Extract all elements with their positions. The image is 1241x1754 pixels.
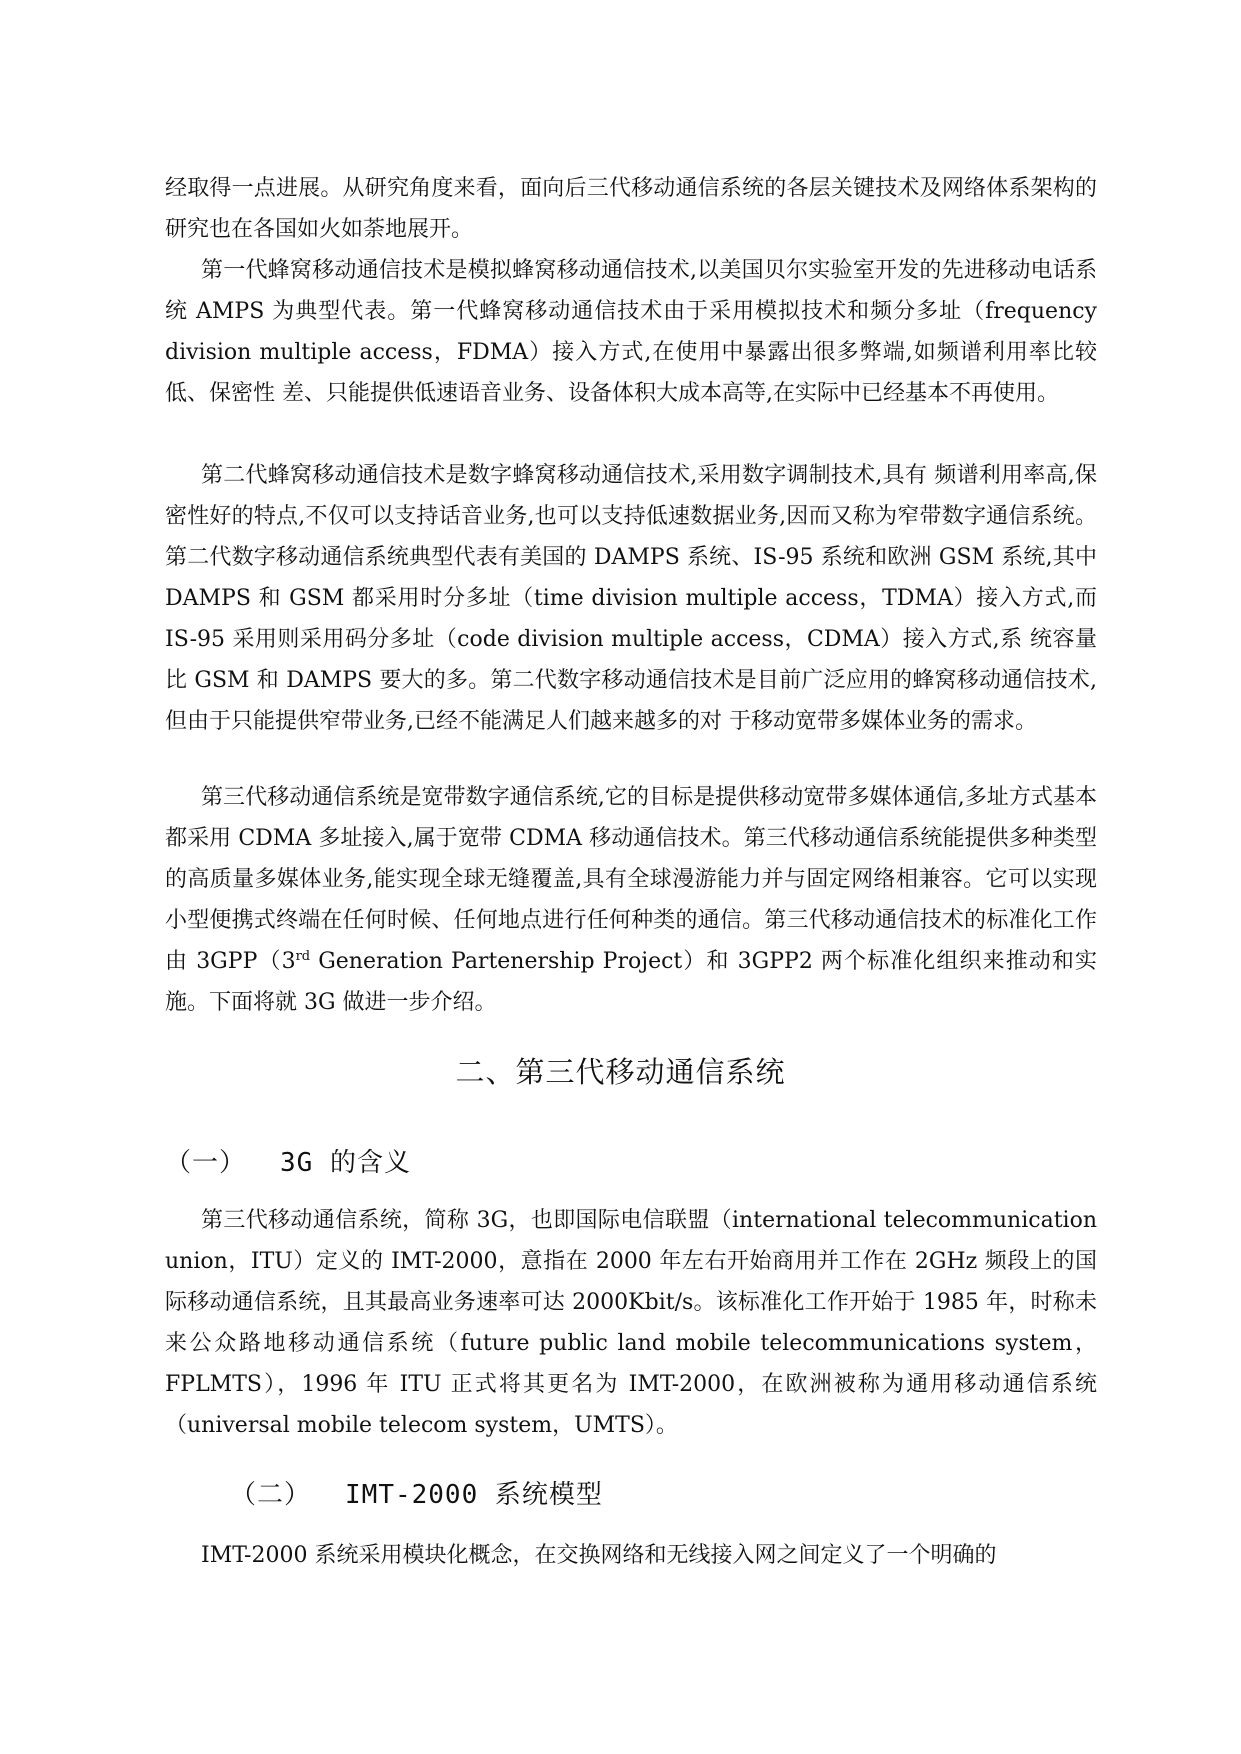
paragraph-text: IMT-2000 系统采用模块化概念，在交换网络和无线接入网之间定义了一个明确的 <box>201 1543 997 1568</box>
section-heading-third-generation: 二、第三代移动通信系统 <box>455 1055 786 1089</box>
paragraph-imt2000-model <box>165 1535 1097 1576</box>
subsection-number: （二） <box>230 1480 312 1510</box>
subsection-title: 3G 的含义 <box>280 1148 411 1178</box>
subsection-heading-3g-meaning <box>165 1142 411 1179</box>
text-segment: 第三代移动通信系统是宽带数字通信系统,它的目标是提供移动宽带多媒体通信,多址方式基本都采用 CDMA 多址接入,属于宽带 CDMA 移动通信技术。第三代移动通信系统能提供多种类型的高质量多媒体业务,能实现全球无缝覆盖,具有全球漫游能力并与固定网络相兼容。它可以实现小型便携式终端在任何时候、任何地点进行任何种类的通信。第三代移动通信技术的标准化工作由 3GPP（3 <box>165 785 1097 974</box>
paragraph-text: 第三代移动通信系统，简称 3G，也即国际电信联盟（international telecommunication union，ITU）定义的 IMT-2000，意指在 2000 年左右开始商用并工作在 2GHz 频段上的国际移动通信系统，且其最高业务速率可达 2000Kbit/s。该标准化工作开始于 1985 年，时称未来公众路地移动通信系统（future public land mobile telecommunications system，FPLMTS），1996 年 ITU 正式将其更名为 IMT-2000，在欧洲被称为通用移动通信系统（universal mobile telecom system，UMTS）。 <box>165 1208 1097 1438</box>
subsection-title: IMT-2000 系统模型 <box>345 1480 603 1510</box>
paragraph-3g-meaning <box>165 1200 1097 1446</box>
paragraph-first-generation <box>165 250 1097 414</box>
paragraph-text: 第二代蜂窝移动通信技术是数字蜂窝移动通信技术,采用数字调制技术,具有 频谱利用率高,保密性好的特点,不仅可以支持话音业务,也可以支持低速数据业务,因而又称为窄带数字通信系统。第二代数字移动通信系统典型代表有美国的 DAMPS 系统、IS-95 系统和欧洲 GSM 系统,其中 DAMPS 和 GSM 都采用时分多址（time division multiple access，TDMA）接入方式,而 IS-95 采用则采用码分多址（code division multiple access，CDMA）接入方式,系 统容量比 GSM 和 DAMPS 要大的多。第二代数字移动通信技术是目前广泛应用的蜂窝移动通信技术,但由于只能提供窄带业务,已经不能满足人们越来越多的对 于移动宽带多媒体业务的需求。 <box>165 463 1097 734</box>
text-segment: Generation Partenership Project）和 3GPP2 两个标准化组织来推动和实施。下面将就 3G 做进一步介绍。 <box>165 949 1097 1015</box>
paragraph-text: 第一代蜂窝移动通信技术是模拟蜂窝移动通信技术,以美国贝尔实验室开发的先进移动电话系统 AMPS 为典型代表。第一代蜂窝移动通信技术由于采用模拟技术和频分多址（frequency division multiple access，FDMA）接入方式,在使用中暴露出很多弊端,如频谱利用率比较低、保密性 差、只能提供低速语音业务、设备体积大成本高等,在实际中已经基本不再使用。 <box>165 258 1097 406</box>
paragraph-third-generation <box>165 777 1097 1023</box>
paragraph-intro-continuation <box>165 168 1097 250</box>
superscript-ordinal: rd <box>295 949 311 964</box>
paragraph-second-generation <box>165 455 1097 742</box>
paragraph-text: 经取得一点进展。从研究角度来看，面向后三代移动通信系统的各层关键技术及网络体系架构的研究也在各国如火如荼地展开。 <box>165 176 1097 242</box>
subsection-number: （一） <box>165 1148 247 1178</box>
paragraph-text <box>165 777 1097 1023</box>
subsection-heading-imt2000-model <box>230 1474 603 1511</box>
